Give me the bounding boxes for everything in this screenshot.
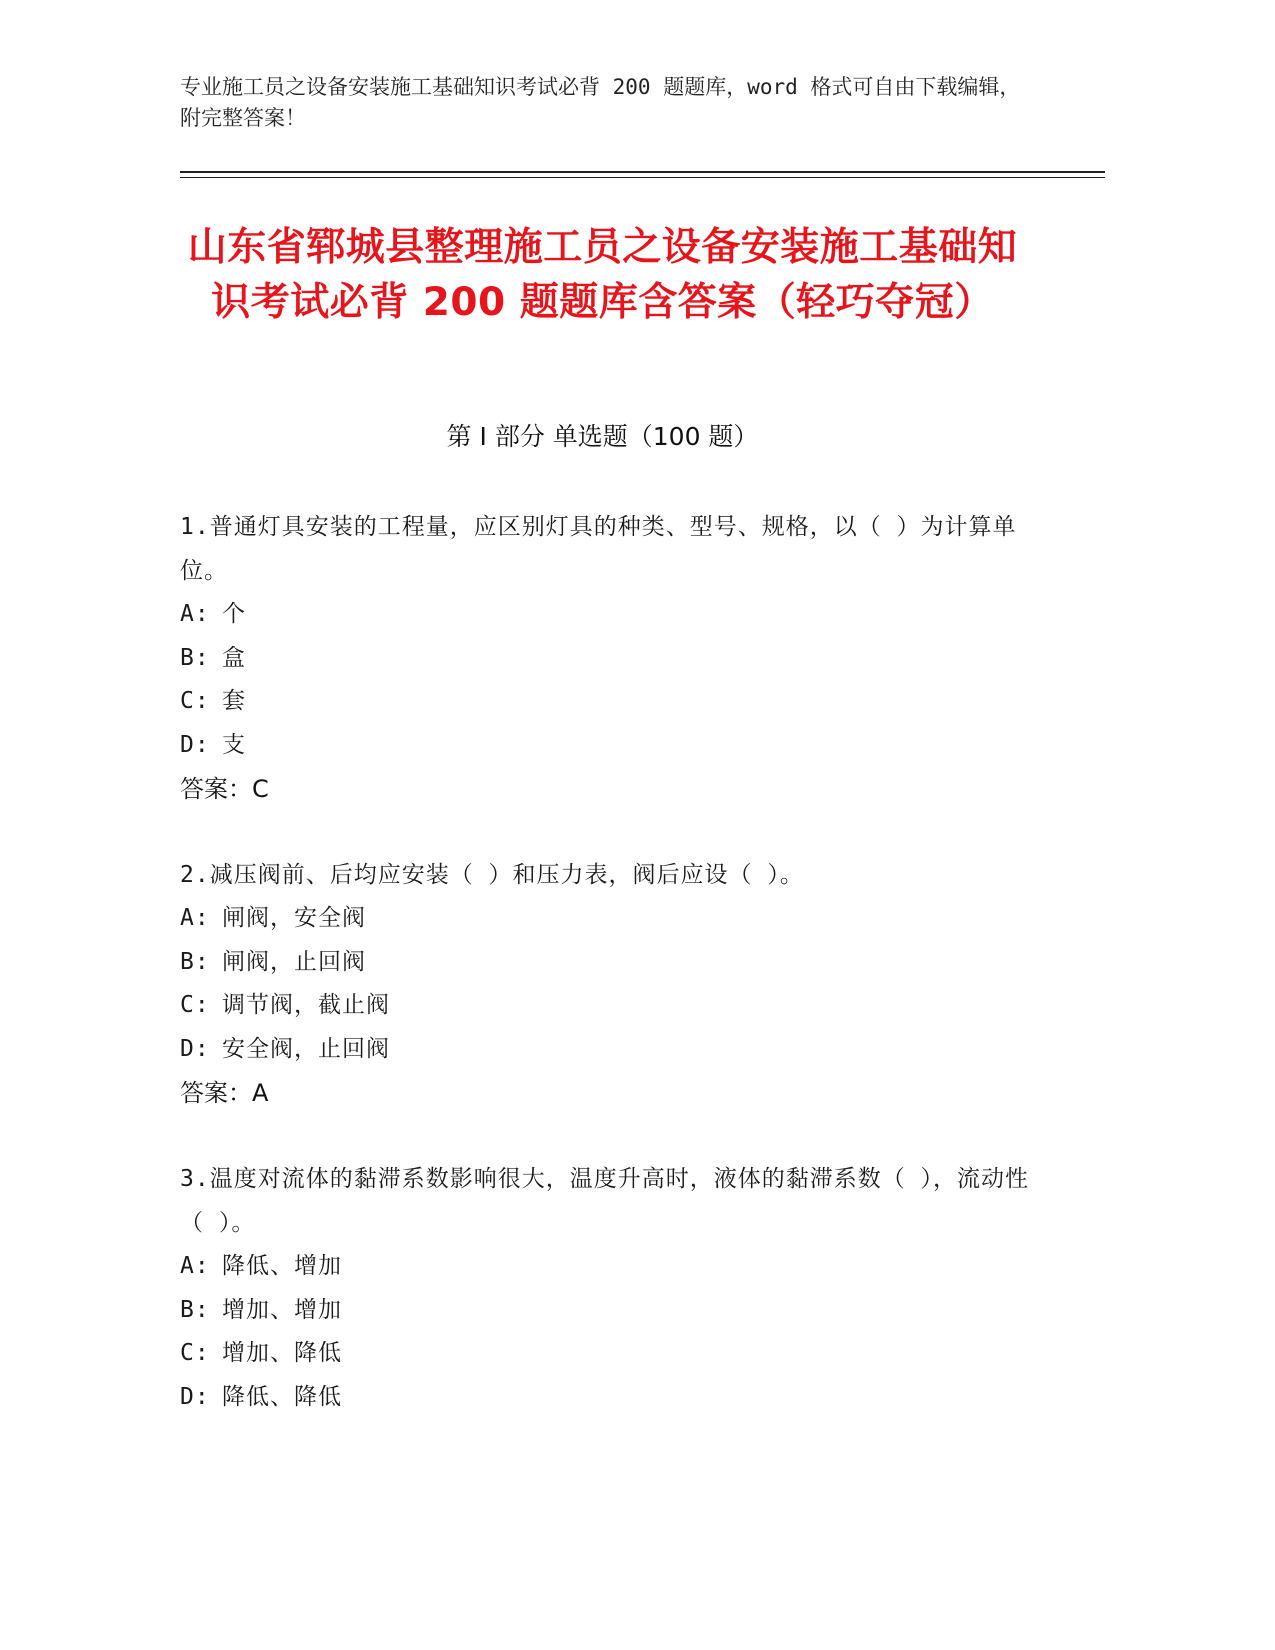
option-text: 降低、降低 <box>222 1383 342 1410</box>
option-text: 套 <box>222 688 246 714</box>
header-note: 专业施工员之设备安装施工基础知识考试必背 200 题题库，word 格式可自由下载编辑，附完整答案！ <box>180 75 1021 130</box>
option-c <box>180 984 1040 1028</box>
option-text: 支 <box>222 731 246 758</box>
question-1 <box>180 505 1040 811</box>
option-text: 闸阀，止回阀 <box>222 948 366 975</box>
question-list <box>180 505 1040 1461</box>
option-key: D: <box>180 731 210 758</box>
option-d <box>180 1376 1040 1420</box>
option-key: B: <box>180 1296 210 1323</box>
option-key: D: <box>180 1383 210 1410</box>
option-key: C: <box>180 688 210 714</box>
option-a <box>180 593 1040 637</box>
option-key: C: <box>180 1340 210 1366</box>
option-key: C: <box>180 992 210 1018</box>
option-d <box>180 1028 1040 1072</box>
option-key: A: <box>180 601 210 627</box>
option-key: D: <box>180 1035 210 1062</box>
option-text: 安全阀，止回阀 <box>222 1035 390 1062</box>
question-stem: 3.温度对流体的黏滞系数影响很大，温度升高时，液体的黏滞系数（ ），流动性（ ）。 <box>180 1166 1030 1236</box>
option-a <box>180 897 1040 941</box>
option-key: B: <box>180 948 210 975</box>
option-text: 闸阀，安全阀 <box>222 905 366 931</box>
option-text: 增加、降低 <box>222 1340 342 1366</box>
header-divider-thin <box>180 177 1105 178</box>
option-d <box>180 724 1040 768</box>
option-text: 个 <box>222 601 246 627</box>
option-text: 增加、增加 <box>222 1296 342 1323</box>
option-c <box>180 680 1040 724</box>
option-text: 降低、增加 <box>222 1253 342 1279</box>
question-stem: 2.减压阀前、后均应安装（ ）和压力表，阀后应设（ ）。 <box>180 862 804 888</box>
header-divider-thick <box>180 171 1105 173</box>
option-key: B: <box>180 644 210 671</box>
option-b <box>180 941 1040 985</box>
document-title: 山东省郓城县整理施工员之设备安装施工基础知识考试必背 200 题题库含答案（轻巧夺冠） <box>187 225 1018 325</box>
option-key: A: <box>180 905 210 931</box>
answer: 答案：C <box>180 775 269 803</box>
answer: 答案：A <box>180 1079 269 1107</box>
option-c <box>180 1332 1040 1376</box>
question-3 <box>180 1157 1040 1419</box>
option-b <box>180 1289 1040 1333</box>
question-2 <box>180 853 1040 1115</box>
option-b <box>180 637 1040 681</box>
option-text: 调节阀，截止阀 <box>222 992 390 1018</box>
option-text: 盒 <box>222 644 246 671</box>
question-stem: 1.普通灯具安装的工程量，应区别灯具的种类、型号、规格，以（ ）为计算单位。 <box>180 514 1017 584</box>
option-a <box>180 1245 1040 1289</box>
option-key: A: <box>180 1253 210 1279</box>
section-title: 第 I 部分 单选题（100 题） <box>446 422 759 451</box>
